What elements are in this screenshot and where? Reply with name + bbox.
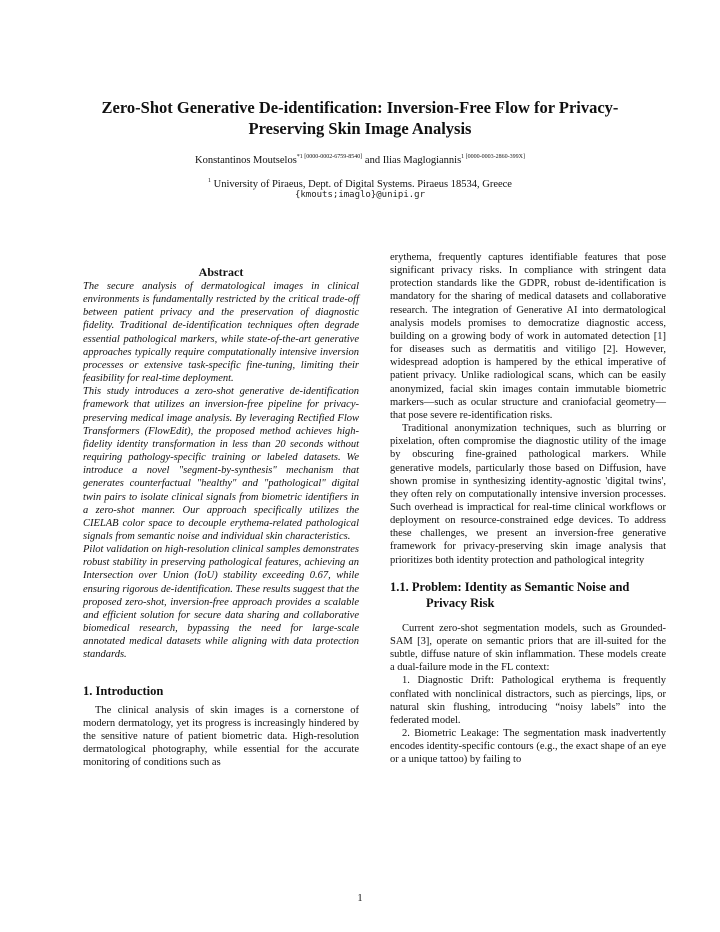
introduction-paragraph-1-continued: erythema, frequently captures identifiable features that pose significant privacy risks. In compliance with stringent data protection standards like the GDPR, robust de-identification is mandatory for the sharing of medical datasets and collaborative research. The integration of Generative AI into dermatological analysis models promises to democratize diagnostic access, building on a growing body of work in automated detection [1] for diseases such as dermatitis and vitiligo [2]. However, widespread adoption is hampered by the ethical imperative of patient privacy. Unlike radiological scans, which can be easily anonymized, facial skin images contain immutable biometric markers—such as ocular structure and craniofacial geometry—that pose severe re-identification risks. bbox=[390, 252, 666, 421]
author-conjunction: and bbox=[362, 155, 383, 166]
right-column bbox=[390, 251, 666, 766]
section-1-1-heading bbox=[390, 579, 666, 611]
left-column bbox=[83, 265, 359, 769]
section-1-1-heading-line-1: 1.1. Problem: Identity as Semantic Noise and bbox=[390, 579, 630, 594]
affiliation-text: University of Piraeus, Dept. of Digital Systems. Piraeus 18534, Greece bbox=[211, 179, 512, 190]
introduction-paragraph-1: The clinical analysis of skin images is a cornerstone of modern dermatology, yet its progress is increasingly hindered by the sensitive nature of patient biometric data. High-resolution dermatological photography, while essential for the accurate monitoring of conditions such as bbox=[83, 704, 359, 769]
author-2-name: Ilias Maglogiannis bbox=[382, 155, 462, 166]
introduction-heading: 1. Introduction bbox=[83, 683, 164, 698]
section-1-1-list-item-2: 2. Biometric Leakage: The segmentation mask inadvertently encodes identity-specific contours (e.g., the exact shape of an eye or a unique tattoo) by failing to bbox=[390, 728, 666, 766]
author-1-name: Konstantinos Moutselos bbox=[195, 155, 297, 166]
author-2-orcid: 1 [0000-0003-2860-399X] bbox=[461, 154, 525, 160]
title-line-2: Preserving Skin Image Analysis bbox=[248, 119, 472, 138]
abstract-paragraph-1: The secure analysis of dermatological images in clinical environments is fundamentally restricted by the critical trade-off between patient privacy and the preservation of diagnostic fidelity. Traditional de-identification techniques often degrade essential pathological markers, while state-of-the-art generative approaches typically require computationally intensive inversion processes or extensive task-specific fine-tuning, limiting their feasibility for real-time deployment. bbox=[83, 281, 359, 385]
title-line-1: Zero-Shot Generative De-identification: Inversion-Free Flow for Privacy- bbox=[101, 98, 619, 117]
author-email: {kmouts;imaglo}@unipi.gr bbox=[294, 190, 426, 200]
paper-title bbox=[80, 97, 640, 139]
section-1-1-list-item-1: 1. Diagnostic Drift: Pathological erythema is frequently conflated with nonclinical distractors, such as piercings, lips, or natural skin flushing, introducing “noisy labels” into the federated model. bbox=[390, 675, 666, 726]
author-list bbox=[60, 150, 660, 168]
page-number: 1 bbox=[357, 893, 363, 904]
introduction-paragraph-2: Traditional anonymization techniques, such as blurring or pixelation, often compromise the diagnostic utility of the image by obscuring fine-grained pathological markers. While generative models, particularly those based on Diffusion, have shown promise in synthesizing identity-agnostic 'digital twins', they often rely on computationally intensive inversion processes. Such overhead is impractical for real-time clinical workflows or deployment on resource-constrained edge devices. To address these challenges, we present an inversion-free generative framework for privacy-preserving skin image analysis that prioritizes both identity protection and pathological integrity bbox=[390, 423, 666, 566]
abstract-heading: Abstract bbox=[198, 265, 244, 279]
affiliation-marker: 1 bbox=[208, 178, 212, 184]
author-1-orcid: *1 [0000-0002-6759-8540] bbox=[296, 154, 363, 160]
abstract-paragraph-3: Pilot validation on high-resolution clinical samples demonstrates robust stability in preserving pathological features, achieving an Intersection over Union (IoU) stability exceeding 0.67, while ensuring rigorous de-identification. These results suggest that the proposed zero-shot, inversion-free approach provides a scalable and efficient solution for secure data sharing and collaborative biomedical research, bypassing the need for large-scale annotated medical datasets while aligning with data protection standards. bbox=[83, 544, 359, 661]
abstract-paragraph-2: This study introduces a zero-shot generative de-identification framework that utilizes an inversion-free pipeline for privacy-preserving medical image analysis. By leveraging Rectified Flow Transformers (FlowEdit), the proposed method achieves high-fidelity identity transformation in less than 20 seconds without requiring pathology-specific training or labeled datasets. We introduce a novel "segment-by-synthesis" mechanism that generates counterfactual "healthy" and "pathological" digital twin pairs to isolate clinical signals from biometric identifiers in a zero-shot manner. Our approach specifically utilizes the CIELAB color space to decouple erythema-related pathological signals from semantic noise and individual skin characteristics. bbox=[83, 386, 359, 542]
section-1-1-paragraph-1: Current zero-shot segmentation models, such as Grounded-SAM [3], operate on semantic priors that are ill-suited for the subtle, diffuse nature of skin inflammation. These models create a dual-failure mode in the FL context: bbox=[390, 622, 666, 674]
section-1-1-heading-line-2: Privacy Risk bbox=[426, 595, 495, 610]
